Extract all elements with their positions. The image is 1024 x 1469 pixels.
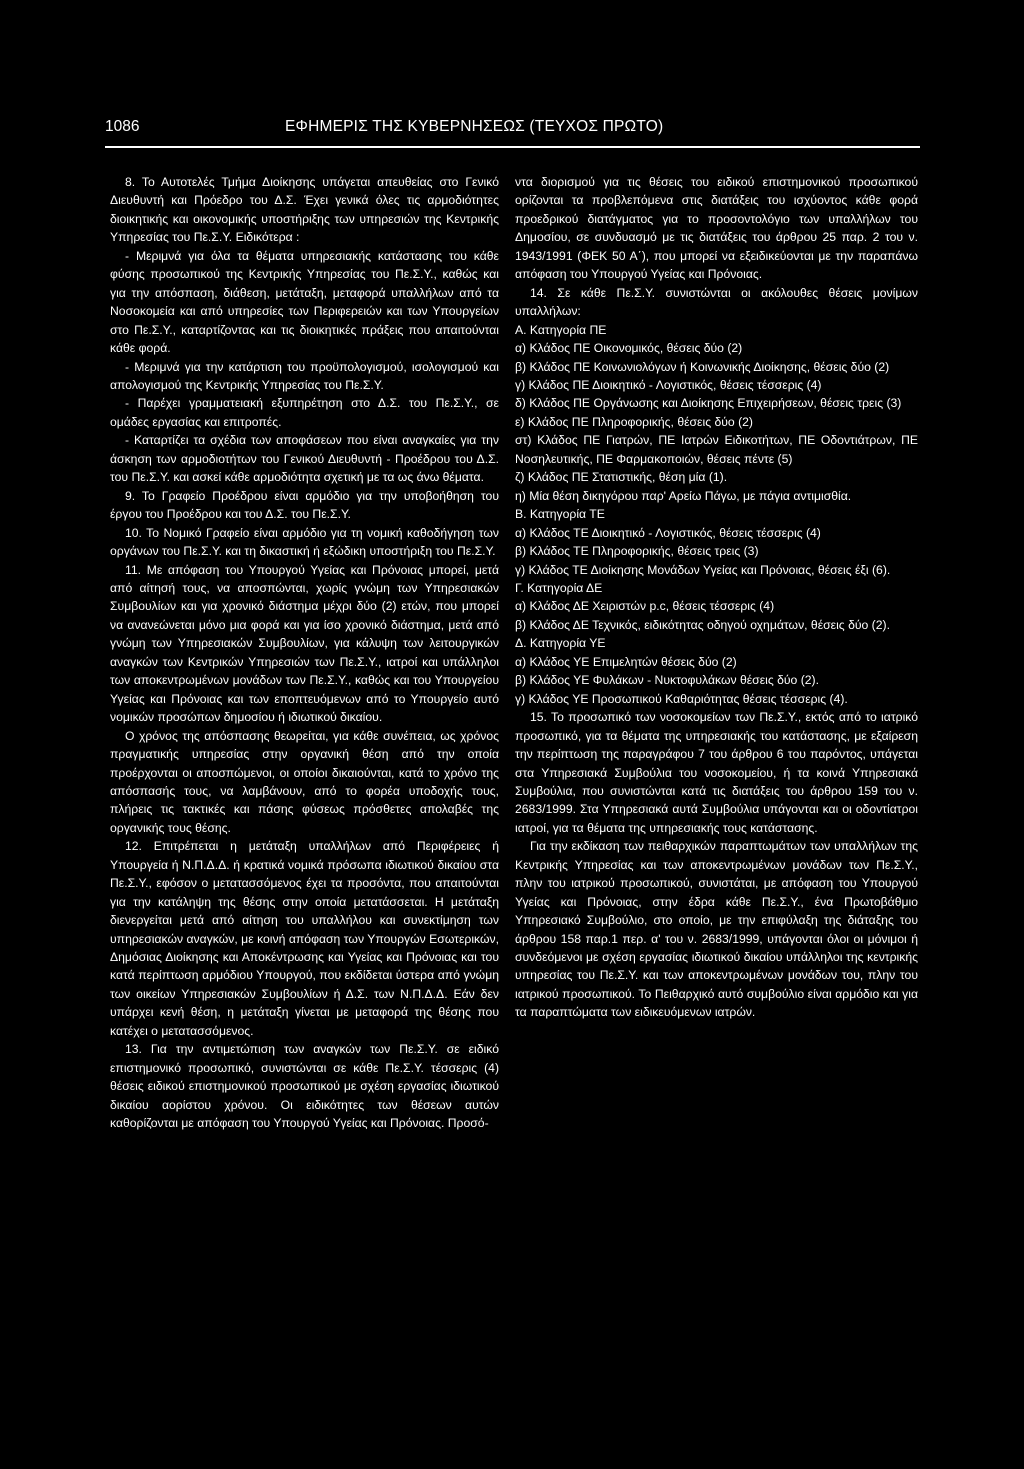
list-item: γ) Κλάδος ΠΕ Διοικητικό - Λογιστικός, θέσεις τέσσερις (4) [515, 377, 822, 392]
left-column [110, 173, 499, 1133]
list-item: στ) Κλάδος ΠΕ Γιατρών, ΠΕ Ιατρών Ειδικοτήτων, ΠΕ Οδοντιάτρων, ΠΕ Νοσηλευτικής, ΠΕ Φαρμακοποιών, θέσεις πέντε (5) [515, 433, 918, 466]
paragraph: 15. Το προσωπικό των νοσοκομείων των Πε.Σ.Υ., εκτός από το ιατρικό προσωπικό, για τα θέματα της υπηρεσιακής του κατάστασης, με εξαίρεση την περίπτωση της παραγράφου 7 του άρθρου 6 του παρόντος, υπάγεται στα Υπηρεσιακά Συμβούλια του νοσοκομείου, ή τα κοινά Υπηρεσιακά Συμβούλια, που συνιστώνται κατά τις διατάξεις του άρθρου 159 του ν. 2683/1999. Στα Υπηρεσιακά αυτά Συμβούλια υπάγονται και οι οδοντίατροι ιατροί, για τα θέματα της υπηρεσιακής τους κατάστασης. [515, 710, 918, 835]
paragraph: 14. Σε κάθε Πε.Σ.Υ. συνιστώνται οι ακόλουθες θέσεις μονίμων υπαλλήλων: [515, 285, 918, 319]
paragraph: 11. Με απόφαση του Υπουργού Υγείας και Πρόνοιας μπορεί, μετά από αίτησή τους, να αποσπώνται, χωρίς γνώμη των Υπηρεσιακών Συμβουλίων και για χρονικό διάστημα μέχρι δύο (2) ετών, που μπορεί να ανανεώνεται μόνο μια φορά και για ίσο χρονικό διάστημα, μετά από γνώμη των Υπηρεσιακών Συμβουλίων, για κάλυψη των λειτουργικών αναγκών των Κεντρικών Υπηρεσιών των Πε.Σ.Υ., ιατροί και υπάλληλοι των αποκεντρωμένων μονάδων των Πε.Σ.Υ., καθώς και του Υπουργείου Υγείας και Πρόνοιας και των εποπτευόμενων από το Υπουργείο αυτό νομικών προσώπων δημοσίου ή ιδιωτικού δικαίου. [110, 562, 499, 725]
list-item: α) Κλάδος ΤΕ Διοικητικό - Λογιστικός, θέσεις τέσσερις (4) [515, 525, 821, 540]
paragraph: Ο χρόνος της απόσπασης θεωρείται, για κάθε συνέπεια, ως χρόνος πραγματικής υπηρεσίας στην οργανική θέση από την οποία προέρχονται οι αποσπώμενοι, οι οποίοι δικαιούνται, κατά το χρόνο της απόσπασής τους, να λαμβάνουν, από το φορέα υποδοχής τους, πλήρεις τις τακτικές και πάσης φύσεως πρόσθετες απολαβές της οργανικής τους θέσης. [110, 728, 499, 835]
paragraph: - Μεριμνά για όλα τα θέματα υπηρεσιακής κατάστασης του κάθε φύσης προσωπικού της Κεντρικής Υπηρεσίας του Πε.Σ.Υ., καθώς και για την απόσπαση, διάθεση, μετάταξη, μεταφορά υπαλλήλων από τα Νοσοκομεία και από υπηρεσίες των Περιφερειών και των Υπουργείων στο Πε.Σ.Υ., καταρτίζοντας και τις διοικητικές πράξεις που απαιτούνται κάθε φορά. [110, 248, 499, 356]
paragraph: Για την εκδίκαση των πειθαρχικών παραπτωμάτων των υπαλλήλων της Κεντρικής Υπηρεσίας και των αποκεντρωμένων μονάδων των Πε.Σ.Υ., πλην του ιατρικού προσωπικού, συνιστάται, με απόφαση του Υπουργού Υγείας και Πρόνοιας, στην έδρα κάθε Πε.Σ.Υ., ένα Πρωτοβάθμιο Υπηρεσιακό Συμβούλιο, στο οποίο, με την επιφύλαξη της διάταξης του άρθρου 158 παρ.1 περ. α' του ν. 2683/1999, υπάγονται όλοι οι μόνιμοι ή συνδεόμενοι με σχέση εργασίας ιδιωτικού δικαίου υπάλληλοι της κεντρικής υπηρεσίας του Πε.Σ.Υ. και των αποκεντρωμένων μονάδων του, πλην του ιατρικού προσωπικού. Το Πειθαρχικό αυτό συμβούλιο είναι αρμόδιο και για τα παραπτώματα των ειδικευόμενων ιατρών. [515, 839, 918, 1020]
list-item: γ) Κλάδος ΥΕ Προσωπικού Καθαριότητας θέσεις τέσσερις (4). [515, 691, 848, 706]
list-item: β) Κλάδος ΤΕ Πληροφορικής, θέσεις τρεις (3) [515, 544, 759, 559]
page-header [105, 118, 920, 144]
paragraph: - Παρέχει γραμματειακή εξυπηρέτηση στο Δ.Σ. του Πε.Σ.Υ., σε ομάδες εργασίας και επιτροπές. [110, 396, 499, 429]
list-item: γ) Κλάδος ΤΕ Διοίκησης Μονάδων Υγείας και Πρόνοιας, θέσεις έξι (6). [515, 562, 891, 577]
list-item: β) Κλάδος ΠΕ Κοινωνιολόγων ή Κοινωνικής Διοίκησης, θέσεις δύο (2) [515, 359, 890, 374]
paragraph: ντα διορισμού για τις θέσεις του ειδικού επιστημονικού προσωπικού ορίζονται τα προβλεπόμενα στις διατάξεις του ισχύοντος κάθε φορά προεδρικού διατάγματος για το προσοντολόγιο των υπαλλήλων του Δημοσίου, σε συνδυασμό με τις διατάξεις του άρθρου 25 παρ. 2 του ν. 1943/1991 (ΦΕΚ 50 Α΄), που μπορεί να εξειδικεύονται με την παραπάνω απόφαση του Υπουργού Υγείας και Πρόνοιας. [515, 175, 918, 282]
paragraph: 9. Το Γραφείο Προέδρου είναι αρμόδιο για την υποβοήθηση του έργου του Προέδρου και του Δ.Σ. του Πε.Σ.Υ. [110, 488, 499, 522]
header-rule [105, 146, 920, 148]
page-number: 1086 [105, 118, 140, 135]
list-item: α) Κλάδος ΠΕ Οικονομικός, θέσεις δύο (2) [515, 341, 743, 356]
category-heading: Δ. Κατηγορία ΥΕ [515, 636, 606, 651]
list-item: α) Κλάδος ΥΕ Επιμελητών θέσεις δύο (2) [515, 654, 737, 669]
gazette-title: ΕΦΗΜΕΡΙΣ ΤΗΣ ΚΥΒΕΡΝΗΣΕΩΣ (ΤΕΥΧΟΣ ΠΡΩΤΟ) [285, 118, 664, 135]
list-item: ζ) Κλάδος ΠΕ Στατιστικής, θέση μία (1). [515, 470, 728, 485]
paragraph: 13. Για την αντιμετώπιση των αναγκών των Πε.Σ.Υ. σε ειδικό επιστημονικό προσωπικό, συνιστώνται σε κάθε Πε.Σ.Υ. τέσσερις (4) θέσεις ειδικού επιστημονικού προσωπικού με σχέση εργασίας ιδιωτικού δικαίου αορίστου χρόνου. Οι ειδικότητες των θέσεων αυτών καθορίζονται με απόφαση του Υπουργού Υγείας και Πρόνοιας. Προσό- [110, 1042, 499, 1131]
list-item: η) Μία θέση δικηγόρου παρ' Αρείω Πάγω, με πάγια αντιμισθία. [515, 488, 852, 503]
paragraph: 8. Το Αυτοτελές Τμήμα Διοίκησης υπάγεται απευθείας στο Γενικό Διευθυντή και Πρόεδρο του Δ.Σ. Έχει γενικά όλες τις αρμοδιότητες διοικητικής και οικονομικής υποστήριξης των υπηρεσιών της Κεντρικής Υπηρεσίας του Πε.Σ.Υ. Ειδικότερα : [110, 175, 499, 245]
paragraph: - Μεριμνά για την κατάρτιση του προϋπολογισμού, ισολογισμού και απολογισμού της Κεντρικής Υπηρεσίας του Πε.Σ.Υ. [110, 359, 499, 392]
paragraph: 10. Το Νομικό Γραφείο είναι αρμόδιο για τη νομική καθοδήγηση των οργάνων του Πε.Σ.Υ. και τη δικαστική ή εξώδικη υποστήριξη του Πε.Σ.Υ. [110, 525, 499, 559]
list-item: β) Κλάδος ΔΕ Τεχνικός, ειδικότητας οδηγού οχημάτων, θέσεις δύο (2). [515, 617, 890, 632]
paragraph: 12. Επιτρέπεται η μετάταξη υπαλλήλων από Περιφέρειες ή Υπουργεία ή Ν.Π.Δ.Δ. ή κρατικά νομικά πρόσωπα ιδιωτικού δικαίου στα Πε.Σ.Υ., εφόσον ο μετατασσόμενος έχει τα προσόντα, που απαιτούνται για την κατάληψη της θέσης στην οποία μετατάσσεται. Η μετάταξη διενεργείται μετά από αίτηση του υπαλλήλου και συνεκτίμηση των υπηρεσιακών αναγκών, με κοινή απόφαση των Υπουργών Εσωτερικών, Δημόσιας Διοίκησης και Αποκέντρωσης και Υγείας και Πρόνοιας και του κατά περίπτωση αρμόδιου Υπουργού, που εκδίδεται ύστερα από γνώμη των οικείων Υπηρεσιακών Συμβουλίων ή Δ.Σ. των Ν.Π.Δ.Δ. Εάν δεν υπάρχει κενή θέση, η μετάταξη γίνεται με μεταφορά της θέσης που κατέχει ο μετατασσόμενος. [110, 839, 499, 1038]
list-item: δ) Κλάδος ΠΕ Οργάνωσης και Διοίκησης Επιχειρήσεων, θέσεις τρεις (3) [515, 396, 902, 411]
right-column [515, 173, 918, 1022]
paragraph: - Καταρτίζει τα σχέδια των αποφάσεων που είναι αναγκαίες για την άσκηση των αρμοδιοτήτων του Γενικού Διευθυντή - Προέδρου του Δ.Σ. του Πε.Σ.Υ. και ασκεί κάθε αρμοδιότητα σχετική με τα ως άνω θέματα. [110, 433, 499, 485]
category-heading: Γ. Κατηγορία ΔΕ [515, 580, 603, 595]
category-heading: Β. Κατηγορία ΤΕ [515, 507, 605, 522]
list-item: ε) Κλάδος ΠΕ Πληροφορικής, θέσεις δύο (2) [515, 414, 753, 429]
category-heading: Α. Κατηγορία ΠΕ [515, 322, 607, 337]
list-item: β) Κλάδος ΥΕ Φυλάκων - Νυκτοφυλάκων θέσεις δύο (2). [515, 673, 819, 688]
list-item: α) Κλάδος ΔΕ Χειριστών p.c, θέσεις τέσσερις (4) [515, 599, 775, 614]
